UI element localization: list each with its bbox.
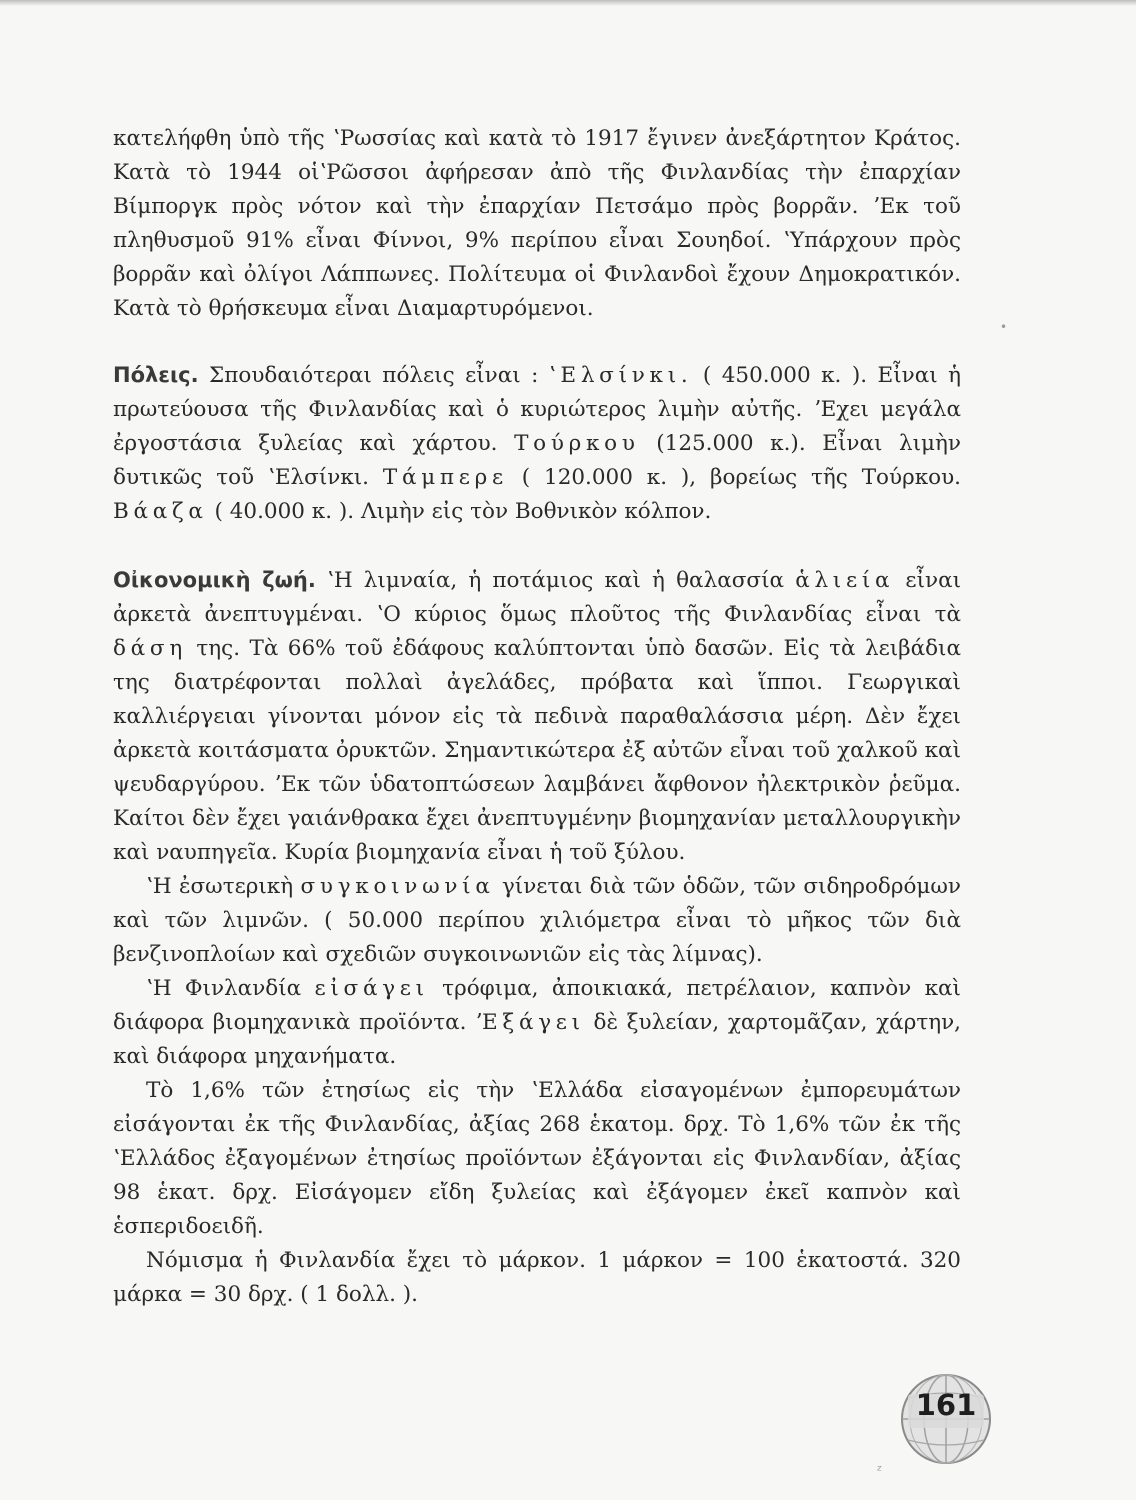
term-communication: συγκοινωνία bbox=[300, 874, 495, 899]
paragraph-cities: Πόλεις. Σπουδαιότεραι πόλεις εἶναι : ʽΕλσίνκι. ( 450.000 κ. ). Εἶναι ἡ πρωτεύουσα τῆς Φινλανδίας καὶ ὁ κυριώτερος λιμὴν αὐτῆς. ʼΕχει μεγάλα ἐργοστάσια ξυλείας καὶ χάρτου. Τούρκου (125.000 κ.). Εἶναι λιμὴν δυτικῶς τοῦ ʽΕλσίνκι. Τάμπερε ( 120.000 κ. ), βορείως τῆς Τούρκου. Βάαζα ( 40.000 κ. ). Λιμὴν εἰς τὸν Βοθνικὸν κόλπον. bbox=[113, 363, 961, 524]
body-text bbox=[113, 122, 961, 1312]
paragraph-greece-trade: Τὸ 1,6% τῶν ἐτησίως εἰς τὴν ʽΕλλάδα εἰσαγομένων ἐμπορευμάτων εἰσάγονται ἐκ τῆς Φινλανδίας, ἀξίας 268 ἑκατομ. δρχ. Τὸ 1,6% τῶν ἐκ τῆς ʽΕλλάδος ἐξαγομένων ἐτησίως προϊόντων ἐξάγονται εἰς Φινλανδίαν, ἀξίας 98 ἑκατ. δρχ. Εἰσάγομεν εἴδη ξυλείας καὶ ἐξάγομεν ἐκεῖ καπνὸν καὶ ἑσπεριδοειδῆ. bbox=[113, 1078, 961, 1239]
section-heading-cities: Πόλεις. bbox=[113, 363, 199, 387]
city-tampere: Τάμπερε bbox=[382, 465, 508, 490]
scan-speck: • bbox=[1000, 320, 1008, 334]
paragraph-history: κατελήφθη ὑπὸ τῆς ʽΡωσσίας καὶ κατὰ τὸ 1917 ἔγινεν ἀνεξάρτητον Κράτος. Κατὰ τὸ 1944 οἱʽΡῶσσοι ἀφήρεσαν ἀπὸ τῆς Φινλανδίας τὴν ἐπαρχίαν Βίμποργκ πρὸς νότον καὶ τὴν ἐπαρχίαν Πετσάμο πρὸς βορρᾶν. ʼΕκ τοῦ πληθυσμοῦ 91% εἶναι Φίννοι, 9% περίπου εἶναι Σουηδοί. ʽΥπάρχουν πρὸς βορρᾶν καὶ ὀλίγοι Λάππωνες. Πολίτευμα οἱ Φινλανδοὶ ἔχουν Δημοκρατικόν. Κατὰ τὸ θρήσκευμα εἶναι Διαμαρτυρόμενοι. bbox=[113, 126, 961, 321]
paragraph-trade: ʽΗ Φινλανδία εἰσάγει τρόφιμα, ἀποικιακά, πετρέλαιον, καπνὸν καὶ διάφορα βιομηχανικὰ προϊόντα. ʼΕξάγει δὲ ξυλείαν, χαρτομᾶζαν, χάρτην, καὶ διάφορα μηχανήματα. bbox=[113, 976, 962, 1069]
page-number: 161 bbox=[915, 1388, 977, 1422]
scan-speck: ᶻ bbox=[877, 1463, 883, 1479]
section-heading-economy: Οἰκονομικὴ ζωή. bbox=[113, 568, 316, 592]
term-imports: εἰσάγει bbox=[314, 976, 429, 1001]
term-fishing: ἁλιεία bbox=[795, 568, 895, 593]
paragraph-communication: ʽΗ ἐσωτερικὴ συγκοινωνία γίνεται διὰ τῶν ὁδῶν, τῶν σιδηροδρόμων καὶ τῶν λιμνῶν. ( 50.000 περίπου χιλιόμετρα εἶναι τὸ μῆκος τῶν διὰ βενζινοπλοίων καὶ σχεδιῶν συγκοινωνιῶν εἰς τὰς λίμνας). bbox=[113, 874, 961, 967]
paragraph-economy: Οἰκονομικὴ ζωή. ʽΗ λιμναία, ἡ ποτάμιος καὶ ἡ θαλασσία ἁλιεία εἶναι ἀρκετὰ ἀνεπτυγμέναι. ʽΟ κύριος ὅμως πλοῦτος τῆς Φινλανδίας εἶναι τὰ δάση της. Τὰ 66% τοῦ ἐδάφους καλύπτονται ὑπὸ δασῶν. Εἰς τὰ λειβάδια της διατρέφονται πολλαὶ ἀγελάδες, πρόβατα καὶ ἵπποι. Γεωργικαὶ καλλιέργειαι γίνονται μόνον εἰς τὰ πεδινὰ παραθαλάσσια μέρη. Δὲν ἔχει ἀρκετὰ κοιτάσματα ὀρυκτῶν. Σημαντικώτερα ἐξ αὐτῶν εἶναι τοῦ χαλκοῦ καὶ ψευδαργύρου. ʼΕκ τῶν ὑδατοπτώσεων λαμβάνει ἄφθονον ἠλεκτρικὸν ῥεῦμα. Καίτοι δὲν ἔχει γαιάνθρακα ἔχει ἀνεπτυγμένην βιομηχανίαν μεταλλουργικὴν καὶ ναυπηγεῖα. Κυρία βιομηχανία εἶναι ἡ τοῦ ξύλου. bbox=[113, 568, 962, 865]
top-scan-edge bbox=[0, 0, 1136, 6]
city-helsinki: ʽΕλσίνκι. bbox=[548, 363, 693, 388]
term-forests: δάση bbox=[113, 636, 187, 661]
city-vaasa: Βάαζα bbox=[113, 499, 208, 524]
page-number-globe bbox=[880, 1358, 1012, 1480]
paragraph-currency: Νόμισμα ἡ Φινλανδία ἔχει τὸ μάρκον. 1 μάρκον = 100 ἑκατοστά. 320 μάρκα = 30 δρχ. ( 1 δολλ. ). bbox=[113, 1248, 961, 1307]
city-turku: Τούρκου bbox=[514, 431, 640, 456]
term-exports: Εξάγει bbox=[481, 1010, 585, 1035]
